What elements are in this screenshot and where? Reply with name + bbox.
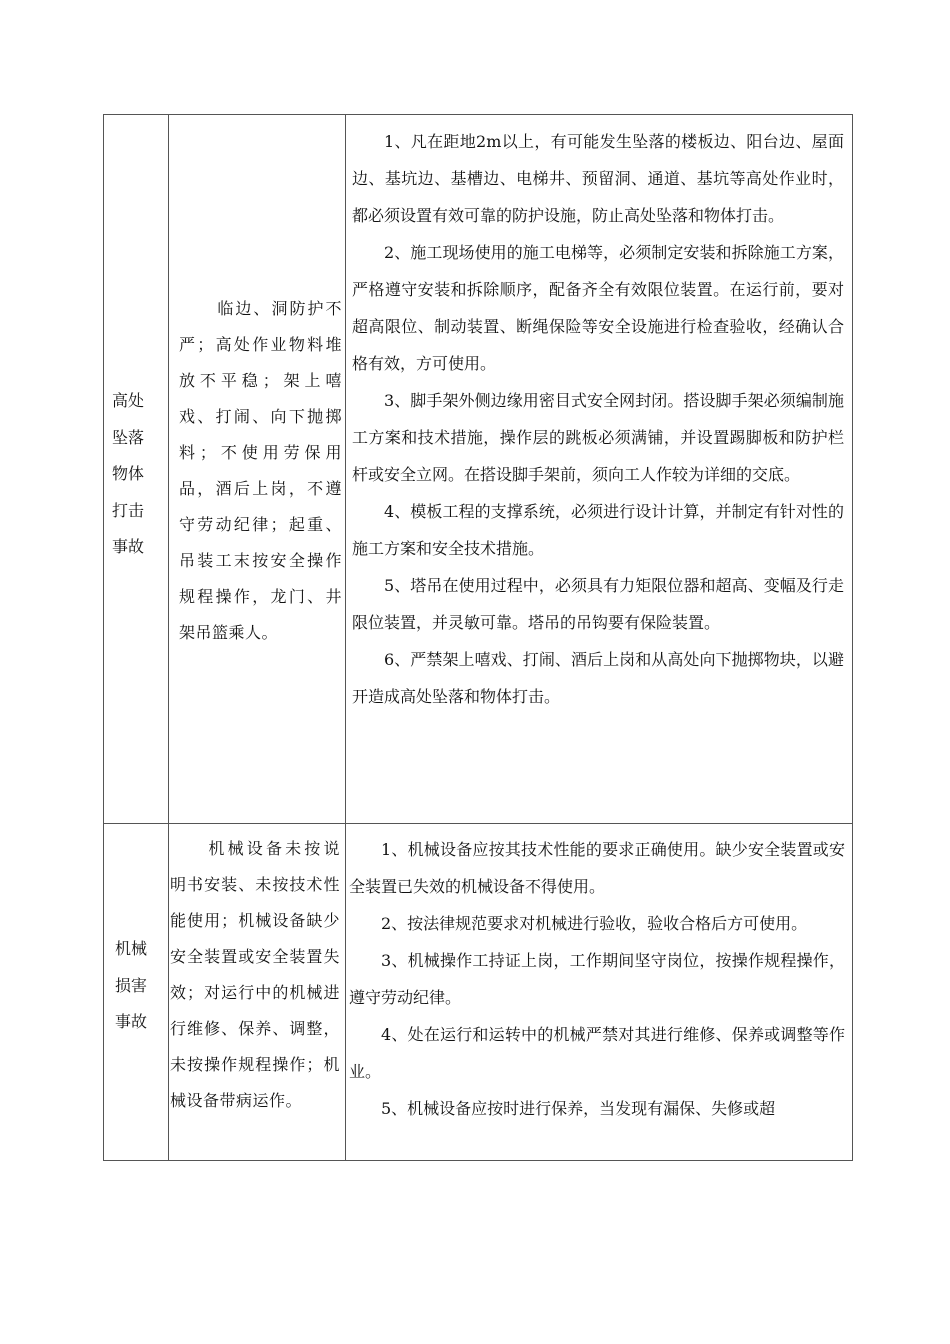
hazard-line: 坠落 bbox=[112, 427, 145, 447]
hazard-line: 事故 bbox=[112, 537, 145, 556]
hazard-cause-fall: 临边、洞防护不严；高处作业物料堆放不平稳；架上嘻戏、打闹、向下抛掷料；不使用劳保用品，酒后上岗，不遵守劳动纪律；起重、吊装工末按安全操作规程操作，龙门、井架吊篮乘人。 bbox=[179, 299, 342, 642]
measure-item: 1、凡在距地2m以上，有可能发生坠落的楼板边、阳台边、屋面边、基坑边、基槽边、电梯井、预留洞、通道、基坑等高处作业时，都必须设置有效可靠的防护设施，防止高处坠落和物体打击。 bbox=[352, 132, 844, 225]
hazard-line: 事故 bbox=[115, 1012, 148, 1031]
hazard-cause-machinery: 机械设备未按说明书安装、未按技术性能使用；机械设备缺少安全装置或安全装置失效；对运行中的机械进行维修、保养、调整，未按操作规程操作；机械设备带病运作。 bbox=[170, 839, 340, 1110]
measure-item: 2、按法律规范要求对机械进行验收，验收合格后方可使用。 bbox=[381, 914, 808, 933]
hazard-type-fall bbox=[112, 383, 164, 566]
measure-item: 4、处在运行和运转中的机械严禁对其进行维修、保养或调整等作业。 bbox=[349, 1025, 845, 1081]
measures-machinery bbox=[349, 831, 845, 1127]
column-divider bbox=[345, 115, 346, 1160]
hazard-line: 打击 bbox=[112, 500, 145, 520]
measure-item: 6、严禁架上嘻戏、打闹、酒后上岗和从高处向下抛掷物块，以避开造成高处坠落和物体打击。 bbox=[352, 650, 844, 706]
column-divider bbox=[168, 115, 169, 1160]
measure-item: 2、施工现场使用的施工电梯等，必须制定安装和拆除施工方案，严格遵守安装和拆除顺序，配备齐全有效限位装置。在运行前，要对超高限位、制动装置、断绳保险等安全设施进行检查验收，经确认合格有效，方可使用。 bbox=[352, 243, 844, 373]
hazard-line: 机械 bbox=[115, 939, 148, 958]
measures-fall bbox=[352, 123, 844, 715]
hazard-line: 高处 bbox=[112, 391, 145, 410]
hazard-line: 损害 bbox=[115, 975, 148, 995]
measure-item: 5、机械设备应按时进行保养，当发现有漏保、失修或超 bbox=[381, 1099, 776, 1118]
measure-item: 3、机械操作工持证上岗，工作期间坚守岗位，按操作规程操作，遵守劳动纪律。 bbox=[349, 951, 845, 1007]
measure-item: 5、塔吊在使用过程中，必须具有力矩限位器和超高、变幅及行走限位装置，并灵敏可靠。塔吊的吊钩要有保险装置。 bbox=[352, 576, 844, 632]
measure-item: 4、模板工程的支撑系统，必须进行设计计算，并制定有针对性的施工方案和安全技术措施。 bbox=[352, 502, 844, 558]
safety-measures-table bbox=[103, 114, 853, 1161]
row-divider bbox=[104, 823, 852, 824]
hazard-type-machinery bbox=[115, 931, 167, 1041]
hazard-line: 物体 bbox=[112, 464, 145, 483]
measure-item: 3、脚手架外侧边缘用密目式安全网封闭。搭设脚手架必须编制施工方案和技术措施，操作层的跳板必须满铺，并设置踢脚板和防护栏杆或安全立网。在搭设脚手架前，须向工人作较为详细的交底。 bbox=[352, 391, 844, 484]
measure-item: 1、机械设备应按其技术性能的要求正确使用。缺少安全装置或安全装置已失效的机械设备不得使用。 bbox=[349, 840, 845, 896]
